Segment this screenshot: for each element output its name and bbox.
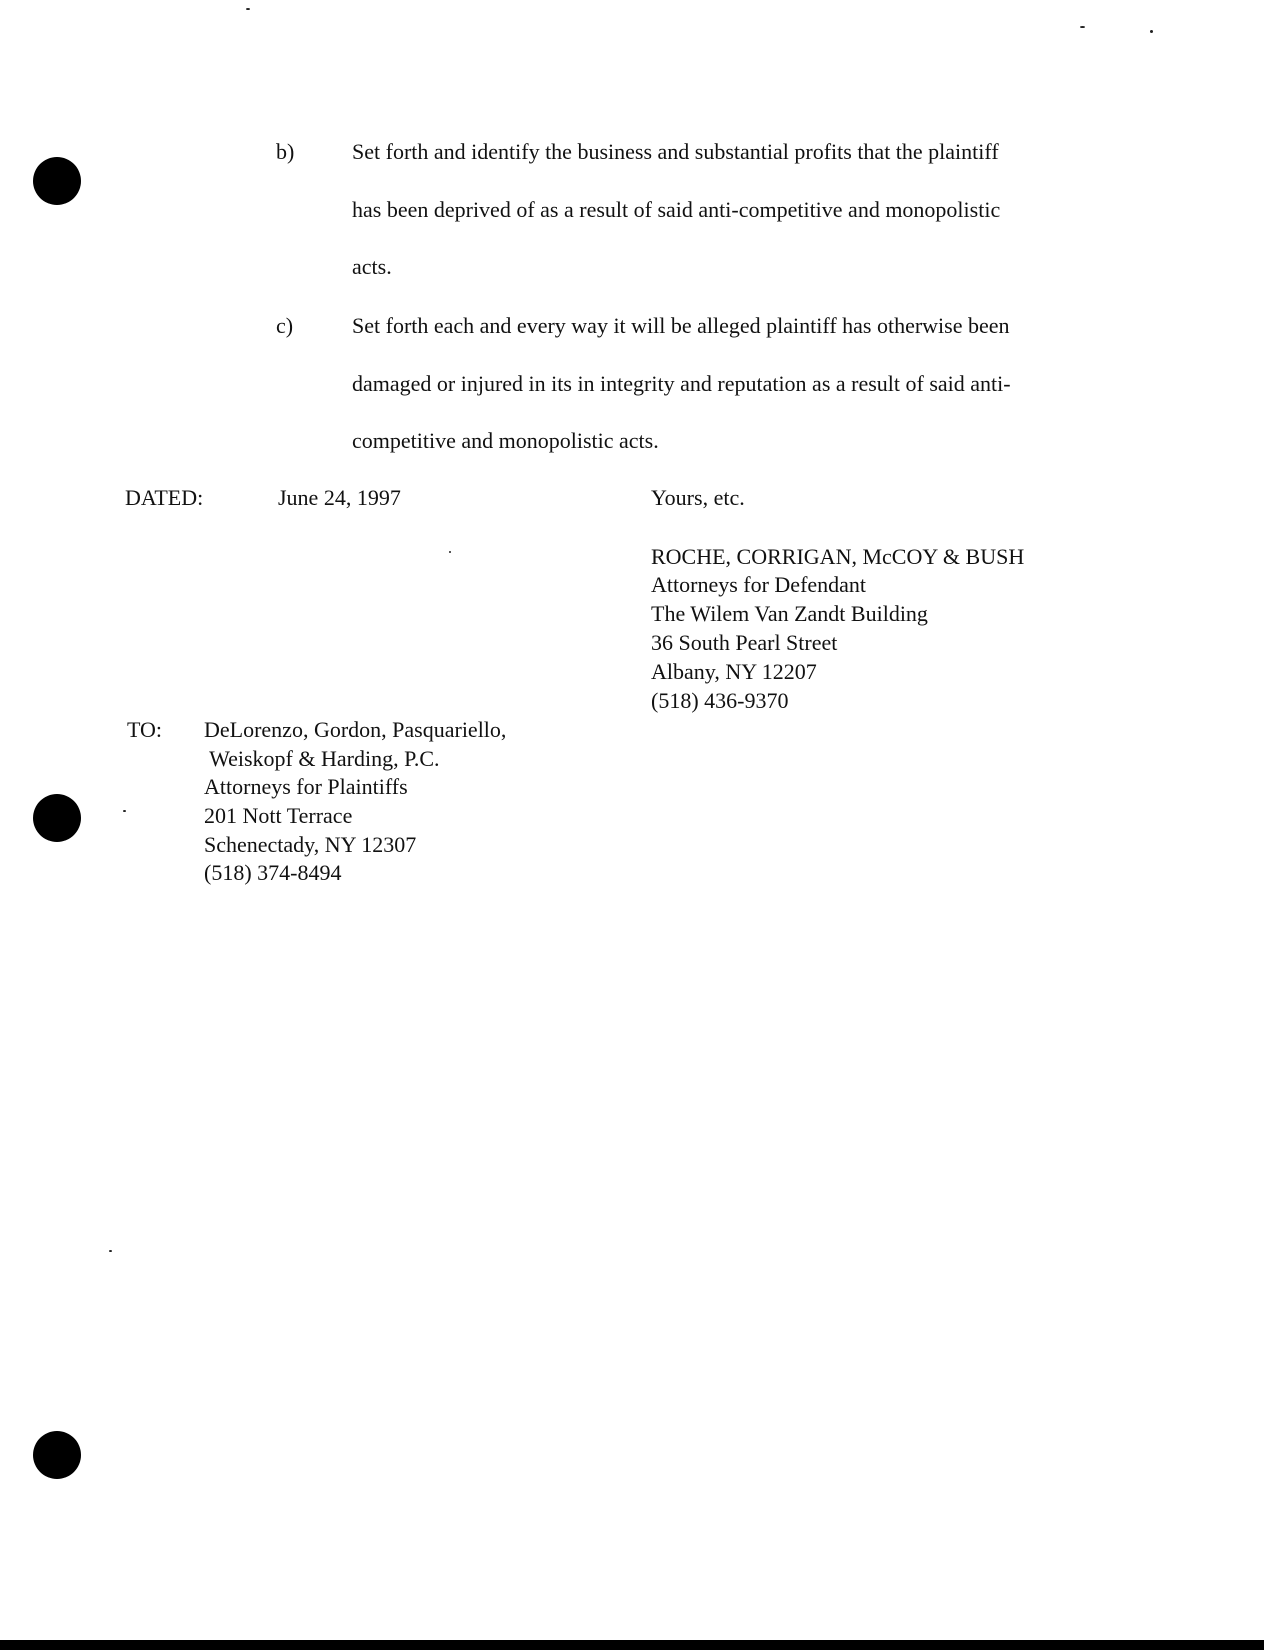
firm-street: 36 South Pearl Street [651,630,838,655]
recipient-line-5: Schenectady, NY 12307 [204,832,417,857]
punch-hole-middle [33,794,81,842]
item-b-letter: b) [276,139,295,164]
item-c-line-2: damaged or injured in its in integrity and reputation as a result of said anti- [352,371,1011,396]
firm-city: Albany, NY 12207 [651,659,817,684]
recipient-line-3: Attorneys for Plaintiffs [204,774,408,799]
scan-speck [246,8,250,10]
item-b-line-1: Set forth and identify the business and substantial profits that the plaintiff [352,139,999,164]
recipient-line-2: Weiskopf & Harding, P.C. [204,746,440,771]
recipient-line-1: DeLorenzo, Gordon, Pasquariello, [204,717,507,742]
scan-speck [1150,30,1153,33]
item-c-line-1: Set forth each and every way it will be alleged plaintiff has otherwise been [352,313,1010,338]
dated-date: June 24, 1997 [278,485,401,510]
firm-phone: (518) 436-9370 [651,688,789,713]
to-label: TO: [127,717,163,742]
closing-text: Yours, etc. [651,485,745,510]
punch-hole-bottom [33,1431,81,1479]
recipient-line-4: 201 Nott Terrace [204,803,353,828]
scan-speck [109,1250,112,1252]
item-b-line-2: has been deprived of as a result of said anti-competitive and monopolistic [352,197,1001,222]
scan-speck [1080,26,1085,28]
scan-speck [123,810,126,812]
scan-speck [449,551,451,553]
punch-hole-top [33,157,81,205]
item-b-line-3: acts. [352,254,392,279]
recipient-line-6: (518) 374-8494 [204,860,342,885]
firm-role: Attorneys for Defendant [651,572,867,597]
item-c-letter: c) [276,313,294,338]
scan-bottom-edge [0,1640,1264,1650]
dated-label: DATED: [125,485,204,510]
item-c-line-3: competitive and monopolistic acts. [352,428,659,453]
firm-building: The Wilem Van Zandt Building [651,601,928,626]
firm-name: ROCHE, CORRIGAN, McCOY & BUSH [651,544,1025,569]
